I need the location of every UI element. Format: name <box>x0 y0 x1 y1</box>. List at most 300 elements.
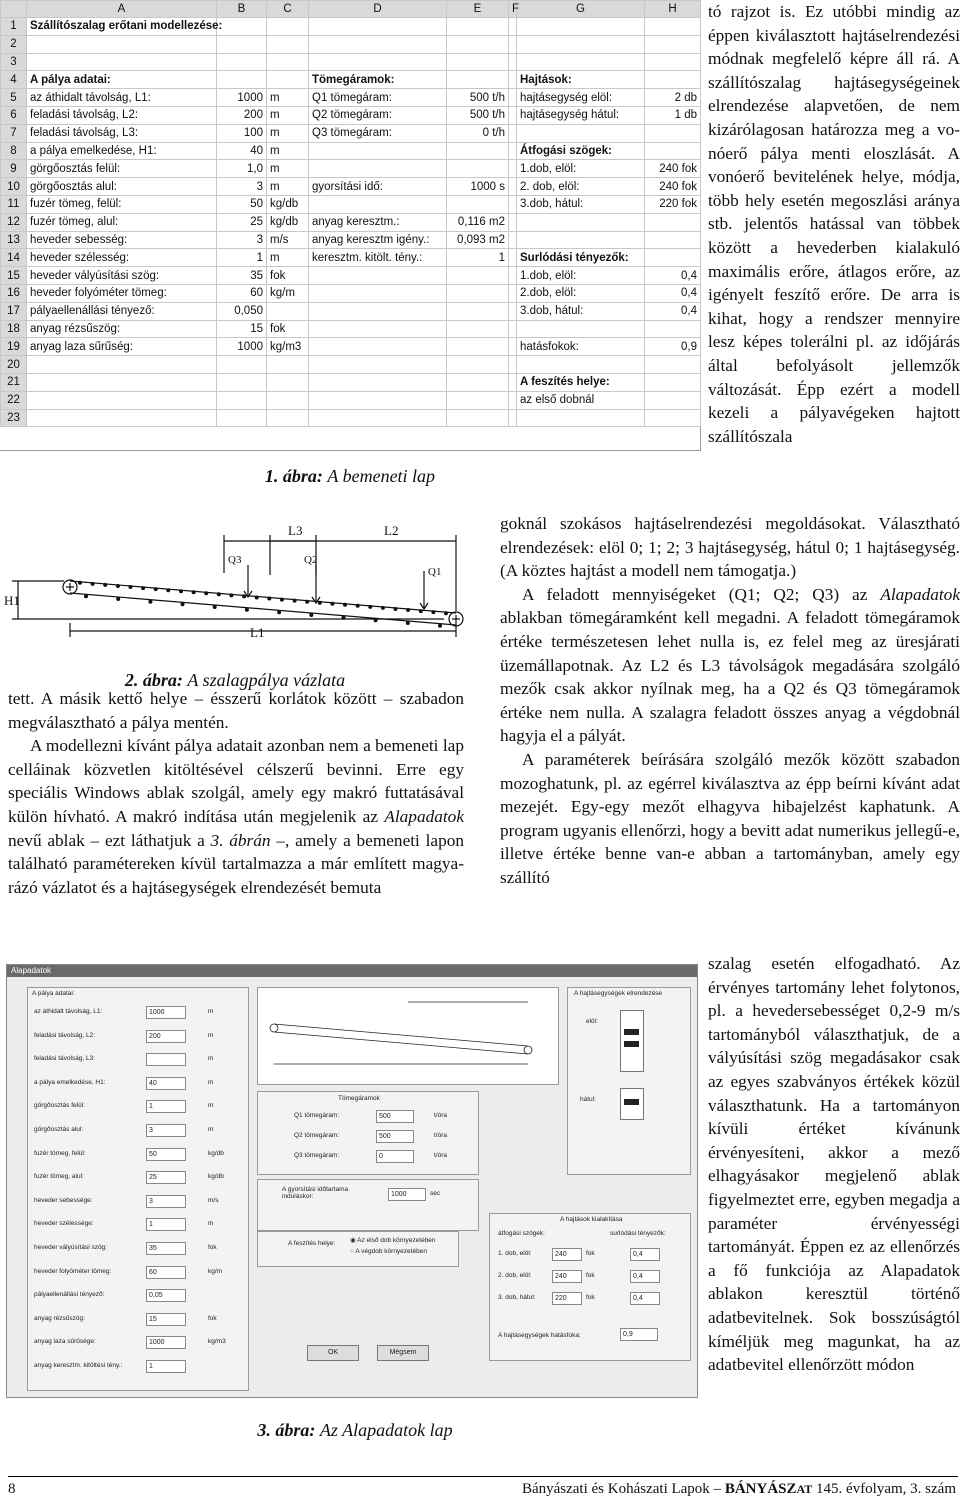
sheet-cell[interactable] <box>517 409 645 427</box>
sheet-cell[interactable]: m <box>267 124 309 142</box>
field-label: feladási távolság, L2: <box>34 1031 96 1039</box>
field-unit: fok <box>208 1244 217 1251</box>
sheet-cell[interactable] <box>509 178 517 196</box>
field-input[interactable]: 0,05 <box>146 1289 186 1302</box>
sheet-cell[interactable] <box>447 142 509 160</box>
sheet-cell[interactable] <box>645 35 701 53</box>
sheet-cell[interactable]: 25 <box>217 213 267 231</box>
sheet-cell[interactable] <box>645 391 701 409</box>
sheet-cell[interactable] <box>447 71 509 89</box>
row-number[interactable]: 15 <box>1 267 27 285</box>
sheet-cell[interactable]: 0,4 <box>645 284 701 302</box>
row-number[interactable]: 18 <box>1 320 27 338</box>
sheet-cell[interactable]: A pálya adatai: <box>27 71 217 89</box>
row-number[interactable]: 23 <box>1 409 27 427</box>
sheet-cell[interactable]: m <box>267 249 309 267</box>
sheet-cell[interactable]: heveder vályúsítási szög: <box>27 267 217 285</box>
sheet-cell[interactable]: anyag laza sűrűség: <box>27 338 217 356</box>
sheet-cell[interactable]: kg/m <box>267 284 309 302</box>
sheet-cell[interactable]: anyag rézsűszög: <box>27 320 217 338</box>
sheet-cell[interactable]: 1 <box>217 249 267 267</box>
sheet-cell[interactable] <box>27 409 217 427</box>
field-input[interactable]: 25 <box>146 1171 186 1184</box>
sheet-cell[interactable] <box>267 356 309 374</box>
accel-input[interactable]: 1000 <box>388 1188 426 1201</box>
return-idler <box>406 621 410 625</box>
sheet-cell[interactable] <box>509 356 517 374</box>
row-number[interactable]: 5 <box>1 89 27 107</box>
sheet-row <box>1 391 701 409</box>
row-number[interactable]: 14 <box>1 249 27 267</box>
sheet-cell[interactable]: 500 t/h <box>447 106 509 124</box>
sheet-cell[interactable]: A feszítés helye: <box>517 373 645 391</box>
sheet-cell[interactable]: 0,050 <box>217 302 267 320</box>
field-input[interactable]: 50 <box>146 1148 186 1161</box>
sheet-cell[interactable] <box>267 18 309 36</box>
efficiency-label: A hajtásegységek hatásfoka: <box>498 1332 581 1339</box>
sheet-cell[interactable]: fok <box>267 267 309 285</box>
sheet-cell[interactable] <box>447 356 509 374</box>
track-data-panel <box>27 987 249 1391</box>
row-number[interactable]: 9 <box>1 160 27 178</box>
return-idler <box>148 600 152 604</box>
sheet-cell[interactable] <box>509 195 517 213</box>
sheet-row <box>1 409 701 427</box>
field-input[interactable]: 3 <box>146 1124 186 1137</box>
sheet-cell[interactable] <box>645 124 701 142</box>
field-unit: m/s <box>208 1196 219 1204</box>
sheet-cell[interactable] <box>509 18 517 36</box>
sheet-cell[interactable] <box>645 18 701 36</box>
sheet-cell[interactable]: 2.dob, elöl: <box>517 284 645 302</box>
sheet-cell[interactable] <box>27 356 217 374</box>
sheet-cell[interactable] <box>509 231 517 249</box>
sheet-cell[interactable]: 2. dob, elöl: <box>517 178 645 196</box>
sheet-cell[interactable] <box>645 71 701 89</box>
sheet-cell[interactable]: Q1 tömegáram: <box>309 89 447 107</box>
sheet-cell[interactable] <box>447 302 509 320</box>
flow-input[interactable]: 0 <box>376 1150 414 1163</box>
figure-1-caption <box>250 466 450 487</box>
field-label: heveder vályúsítási szög: <box>34 1244 107 1251</box>
drive-angle-input[interactable]: 240 <box>552 1248 582 1261</box>
sheet-cell[interactable] <box>509 142 517 160</box>
sheet-cell[interactable] <box>447 18 509 36</box>
sheet-cell[interactable]: kg/db <box>267 213 309 231</box>
column-header[interactable]: A <box>27 1 217 18</box>
return-idler <box>213 605 217 609</box>
journal-name: Bányászati és Kohászati Lapok – BÁNYÁSZAT 145. évfolyam, 3. szám <box>521 1481 956 1497</box>
field-input[interactable]: 1 <box>146 1218 186 1231</box>
field-label: anyag laza sűrűsége: <box>34 1338 96 1346</box>
sheet-cell[interactable] <box>509 160 517 178</box>
sheet-cell[interactable]: gyorsítási idő: <box>309 178 447 196</box>
field-unit: kg/m3 <box>208 1338 226 1346</box>
sheet-cell[interactable]: 0,093 m2 <box>447 231 509 249</box>
field-label: heveder folyóméter tömeg: <box>34 1267 112 1275</box>
return-idler <box>245 608 249 612</box>
sheet-cell[interactable]: hatásfokok: <box>517 338 645 356</box>
sheet-cell[interactable] <box>645 373 701 391</box>
drive-friction-input[interactable]: 0,4 <box>630 1292 660 1305</box>
field-input[interactable]: 1 <box>146 1100 186 1113</box>
sheet-cell[interactable]: Q2 tömegáram: <box>309 106 447 124</box>
sheet-row <box>1 284 701 302</box>
label-h1: H1 <box>4 593 20 608</box>
sheet-cell[interactable] <box>645 53 701 71</box>
sheet-cell[interactable] <box>309 35 447 53</box>
figure-2-caption-text: A szalagpálya vázlata <box>187 670 346 690</box>
sheet-cell[interactable]: Átfogási szögek: <box>517 142 645 160</box>
sheet-cell[interactable]: 1000 <box>217 338 267 356</box>
sheet-cell[interactable]: 1.dob, elöl: <box>517 160 645 178</box>
sheet-cell[interactable]: keresztm. kitölt. tény.: <box>309 249 447 267</box>
drive-angle-input[interactable]: 240 <box>552 1270 582 1283</box>
sheet-cell[interactable]: 1 db <box>645 106 701 124</box>
sheet-cell[interactable]: anyag keresztm.: <box>309 213 447 231</box>
sheet-cell[interactable]: 1000 <box>217 89 267 107</box>
sheet-cell[interactable] <box>267 409 309 427</box>
sheet-cell[interactable]: pályaellenállási tényező: <box>27 302 217 320</box>
sheet-cell[interactable]: 35 <box>217 267 267 285</box>
sheet-cell[interactable] <box>217 391 267 409</box>
label-l3: L3 <box>288 523 303 538</box>
sheet-cell[interactable] <box>509 338 517 356</box>
row-number[interactable]: 17 <box>1 302 27 320</box>
tension-option-2[interactable]: ○ A végdob környezetében <box>350 1248 427 1255</box>
sheet-cell[interactable] <box>309 373 447 391</box>
sheet-cell[interactable] <box>309 391 447 409</box>
sheet-cell[interactable] <box>309 160 447 178</box>
row-number[interactable]: 7 <box>1 124 27 142</box>
flow-input[interactable]: 500 <box>376 1110 414 1123</box>
sheet-cell[interactable]: m <box>267 89 309 107</box>
sheet-cell[interactable] <box>509 267 517 285</box>
field-input[interactable]: 1000 <box>146 1006 186 1019</box>
sheet-cell[interactable] <box>509 106 517 124</box>
row-number[interactable]: 20 <box>1 356 27 374</box>
flow-input[interactable]: 500 <box>376 1130 414 1143</box>
sheet-cell[interactable] <box>509 213 517 231</box>
idler-roller <box>267 597 271 601</box>
sheet-cell[interactable] <box>27 391 217 409</box>
sheet-cell[interactable] <box>309 284 447 302</box>
sheet-cell[interactable] <box>217 71 267 89</box>
sheet-cell[interactable]: kg/m3 <box>267 338 309 356</box>
sheet-cell[interactable]: hajtásegység hátul: <box>517 106 645 124</box>
sheet-cell[interactable]: 220 fok <box>645 195 701 213</box>
sheet-row <box>1 160 701 178</box>
sheet-cell[interactable] <box>217 373 267 391</box>
sheet-cell[interactable]: heveder folyóméter tömeg: <box>27 284 217 302</box>
sheet-cell[interactable]: m <box>267 106 309 124</box>
field-unit: m <box>208 1078 214 1086</box>
row-number[interactable]: 4 <box>1 71 27 89</box>
sheet-cell[interactable] <box>509 284 517 302</box>
sheet-cell[interactable]: 240 fok <box>645 178 701 196</box>
idler-roller <box>129 585 133 589</box>
column-header-row <box>1 1 701 18</box>
sheet-cell[interactable]: 200 <box>217 106 267 124</box>
sheet-cell[interactable]: m <box>267 178 309 196</box>
sheet-cell[interactable]: anyag keresztm igény.: <box>309 231 447 249</box>
row-number[interactable]: 22 <box>1 391 27 409</box>
sheet-cell[interactable] <box>27 373 217 391</box>
sheet-cell[interactable] <box>309 195 447 213</box>
sheet-cell[interactable] <box>509 302 517 320</box>
row-number[interactable]: 13 <box>1 231 27 249</box>
sheet-cell[interactable] <box>447 195 509 213</box>
sheet-cell[interactable] <box>447 320 509 338</box>
sheet-cell[interactable]: 1000 s <box>447 178 509 196</box>
field-input[interactable]: 60 <box>146 1266 186 1279</box>
column-header[interactable]: G <box>517 1 645 18</box>
sheet-cell[interactable] <box>217 35 267 53</box>
sheet-cell[interactable] <box>645 356 701 374</box>
sheet-cell[interactable]: 0,4 <box>645 302 701 320</box>
sheet-cell[interactable]: Hajtások: <box>517 71 645 89</box>
idler-roller <box>318 601 322 605</box>
sheet-cell[interactable]: fuzér tömeg, felül: <box>27 195 217 213</box>
column-header[interactable]: E <box>447 1 509 18</box>
sheet-cell[interactable] <box>509 391 517 409</box>
sheet-cell[interactable]: 1 <box>447 249 509 267</box>
sheet-cell[interactable]: heveder szélesség: <box>27 249 217 267</box>
sheet-cell[interactable] <box>309 267 447 285</box>
sheet-cell[interactable] <box>517 35 645 53</box>
tension-label: A feszítés helye: <box>288 1240 336 1247</box>
row-number[interactable]: 6 <box>1 106 27 124</box>
column-header[interactable]: D <box>309 1 447 18</box>
sheet-cell[interactable] <box>509 89 517 107</box>
sheet-cell[interactable] <box>509 124 517 142</box>
sheet-cell[interactable]: m <box>267 160 309 178</box>
sheet-cell[interactable] <box>217 18 267 36</box>
sheet-cell[interactable] <box>309 18 447 36</box>
sheet-cell[interactable] <box>645 142 701 160</box>
sheet-cell[interactable] <box>217 409 267 427</box>
sheet-cell[interactable]: 0 t/h <box>447 124 509 142</box>
sheet-cell[interactable]: 2 db <box>645 89 701 107</box>
sheet-cell[interactable]: 0,4 <box>645 267 701 285</box>
idler-roller <box>192 590 196 594</box>
sheet-cell[interactable] <box>517 53 645 71</box>
sheet-cell[interactable] <box>27 35 217 53</box>
sheet-cell[interactable]: 15 <box>217 320 267 338</box>
sheet-cell[interactable]: Surlódási tényezők: <box>517 249 645 267</box>
paragraph-left-1: tett. A másik kettő helye – ésszerű korlátok között – szabadon megválasztható a pálya mentén. <box>8 689 464 732</box>
column-header[interactable]: H <box>645 1 701 18</box>
idler-roller <box>280 598 284 602</box>
sheet-cell[interactable]: az áthidalt távolság, L1: <box>27 89 217 107</box>
sheet-cell[interactable]: 3 <box>217 178 267 196</box>
field-input[interactable] <box>146 1053 186 1066</box>
row-number[interactable]: 3 <box>1 53 27 71</box>
sheet-cell[interactable]: Tömegáramok: <box>309 71 447 89</box>
sheet-cell[interactable]: görgőosztás felül: <box>27 160 217 178</box>
sheet-cell[interactable] <box>645 213 701 231</box>
row-number[interactable]: 12 <box>1 213 27 231</box>
sheet-cell[interactable]: 3.dob, hátul: <box>517 195 645 213</box>
row-number[interactable]: 19 <box>1 338 27 356</box>
return-idler <box>84 594 88 598</box>
efficiency-input[interactable]: 0,9 <box>620 1328 658 1341</box>
sheet-cell[interactable]: 60 <box>217 284 267 302</box>
sheet-cell[interactable] <box>447 373 509 391</box>
right-column-middle-text <box>500 512 960 890</box>
sheet-cell[interactable] <box>217 356 267 374</box>
sheet-cell[interactable]: 3 <box>217 231 267 249</box>
sheet-cell[interactable]: m <box>267 142 309 160</box>
drive-friction-input[interactable]: 0,4 <box>630 1270 660 1283</box>
sheet-cell[interactable] <box>267 71 309 89</box>
sheet-cell[interactable] <box>517 213 645 231</box>
row-number[interactable]: 2 <box>1 35 27 53</box>
column-header[interactable]: C <box>267 1 309 18</box>
field-input[interactable]: 1000 <box>146 1336 186 1349</box>
corner-cell[interactable] <box>1 1 27 18</box>
field-input[interactable]: 35 <box>146 1242 186 1255</box>
sheet-row <box>1 89 701 107</box>
sheet-cell[interactable] <box>645 320 701 338</box>
sheet-cell[interactable] <box>447 267 509 285</box>
sheet-cell[interactable]: 1.dob, elöl: <box>517 267 645 285</box>
front-drive-selector[interactable] <box>620 1010 644 1072</box>
sheet-cell[interactable]: 500 t/h <box>447 89 509 107</box>
sheet-cell[interactable] <box>447 409 509 427</box>
sheet-cell[interactable] <box>509 373 517 391</box>
sheet-cell[interactable] <box>509 320 517 338</box>
sheet-cell[interactable]: fuzér tömeg, alul: <box>27 213 217 231</box>
sheet-cell[interactable] <box>517 18 645 36</box>
flow-unit: t/óra <box>434 1152 448 1159</box>
sheet-cell[interactable] <box>309 356 447 374</box>
sheet-cell[interactable] <box>509 71 517 89</box>
sheet-cell[interactable] <box>509 35 517 53</box>
sheet-cell[interactable] <box>309 142 447 160</box>
sheet-cell[interactable] <box>447 391 509 409</box>
return-idler <box>438 624 442 628</box>
idler-roller <box>91 582 95 586</box>
sheet-cell[interactable]: 240 fok <box>645 160 701 178</box>
field-input[interactable]: 1 <box>146 1360 186 1373</box>
sheet-row <box>1 124 701 142</box>
sheet-cell[interactable]: Szállítószalag erőtani modellezése: <box>27 18 217 36</box>
sheet-cell[interactable] <box>267 373 309 391</box>
sheet-cell[interactable] <box>509 53 517 71</box>
sheet-cell[interactable]: 50 <box>217 195 267 213</box>
sheet-cell[interactable] <box>517 320 645 338</box>
sheet-cell[interactable] <box>645 231 701 249</box>
row-number[interactable]: 11 <box>1 195 27 213</box>
ok-button[interactable]: OK <box>307 1345 359 1361</box>
sheet-cell[interactable]: heveder sebesség: <box>27 231 217 249</box>
idler-roller <box>116 584 120 588</box>
sheet-cell[interactable] <box>267 302 309 320</box>
sheet-cell[interactable] <box>509 409 517 427</box>
sheet-cell[interactable] <box>27 53 217 71</box>
sheet-cell[interactable]: 3.dob, hátul: <box>517 302 645 320</box>
sheet-cell[interactable]: Q3 tömegáram: <box>309 124 447 142</box>
drive-layout-back-label: hátul: <box>580 1096 596 1103</box>
track-data-label: A pálya adatai: <box>32 990 75 997</box>
sheet-cell[interactable]: az első dobnál <box>517 391 645 409</box>
return-idler <box>309 613 313 617</box>
row-number[interactable]: 1 <box>1 18 27 36</box>
field-label: görgőosztás alul: <box>34 1126 84 1133</box>
cancel-button[interactable]: Mégsem <box>377 1345 429 1361</box>
field-input[interactable]: 200 <box>146 1030 186 1043</box>
field-input[interactable]: 3 <box>146 1195 186 1208</box>
sheet-cell[interactable]: feladási távolság, L2: <box>27 106 217 124</box>
sheet-cell[interactable]: görgőosztás alul: <box>27 178 217 196</box>
field-unit: kg/m <box>208 1267 223 1275</box>
field-input[interactable]: 40 <box>146 1077 186 1090</box>
sheet-row <box>1 71 701 89</box>
sheet-cell[interactable]: 0,116 m2 <box>447 213 509 231</box>
sheet-cell[interactable] <box>517 231 645 249</box>
sheet-cell[interactable]: hajtásegység elöl: <box>517 89 645 107</box>
sheet-cell[interactable]: 40 <box>217 142 267 160</box>
sheet-cell[interactable] <box>517 356 645 374</box>
drives-title: A hajtások kialakítása <box>560 1216 623 1223</box>
tension-option-1[interactable]: ◉ Az első dob környezetében <box>350 1237 436 1244</box>
sheet-cell[interactable] <box>309 53 447 71</box>
sheet-cell[interactable] <box>447 338 509 356</box>
sheet-cell[interactable] <box>517 124 645 142</box>
row-number[interactable]: 16 <box>1 284 27 302</box>
sheet-cell[interactable] <box>645 249 701 267</box>
sheet-cell[interactable]: fok <box>267 320 309 338</box>
sheet-cell[interactable]: 1,0 <box>217 160 267 178</box>
row-number[interactable]: 10 <box>1 178 27 196</box>
sheet-cell[interactable] <box>217 53 267 71</box>
sheet-cell[interactable] <box>447 35 509 53</box>
sheet-cell[interactable] <box>309 409 447 427</box>
drive-label: 2. dob, elöl: <box>498 1272 532 1279</box>
sheet-cell[interactable] <box>509 249 517 267</box>
sheet-cell[interactable] <box>447 284 509 302</box>
field-label: heveder szélessége: <box>34 1220 94 1228</box>
idler-roller <box>141 586 145 590</box>
column-header[interactable]: F <box>509 1 517 18</box>
window-title: Alapadatok <box>7 965 697 977</box>
field-input[interactable]: 15 <box>146 1313 186 1326</box>
sheet-cell[interactable]: 100 <box>217 124 267 142</box>
sheet-cell[interactable] <box>267 35 309 53</box>
sheet-cell[interactable] <box>309 320 447 338</box>
sheet-cell[interactable] <box>267 53 309 71</box>
sheet-cell[interactable] <box>309 338 447 356</box>
column-header[interactable]: B <box>217 1 267 18</box>
sheet-cell[interactable] <box>447 160 509 178</box>
drive-friction-input[interactable]: 0,4 <box>630 1248 660 1261</box>
sheet-cell[interactable]: m/s <box>267 231 309 249</box>
sheet-cell[interactable] <box>309 302 447 320</box>
sheet-cell[interactable] <box>447 53 509 71</box>
row-number[interactable]: 8 <box>1 142 27 160</box>
sheet-cell[interactable] <box>645 409 701 427</box>
sheet-cell[interactable]: kg/db <box>267 195 309 213</box>
row-number[interactable]: 21 <box>1 373 27 391</box>
drive-angle-input[interactable]: 220 <box>552 1292 582 1305</box>
sheet-cell[interactable]: 0,9 <box>645 338 701 356</box>
sheet-cell[interactable]: feladási távolság, L3: <box>27 124 217 142</box>
sheet-cell[interactable] <box>267 391 309 409</box>
sheet-cell[interactable]: a pálya emelkedése, H1: <box>27 142 217 160</box>
back-drive-selector[interactable] <box>620 1088 644 1120</box>
flow-unit: t/óra <box>434 1132 448 1139</box>
